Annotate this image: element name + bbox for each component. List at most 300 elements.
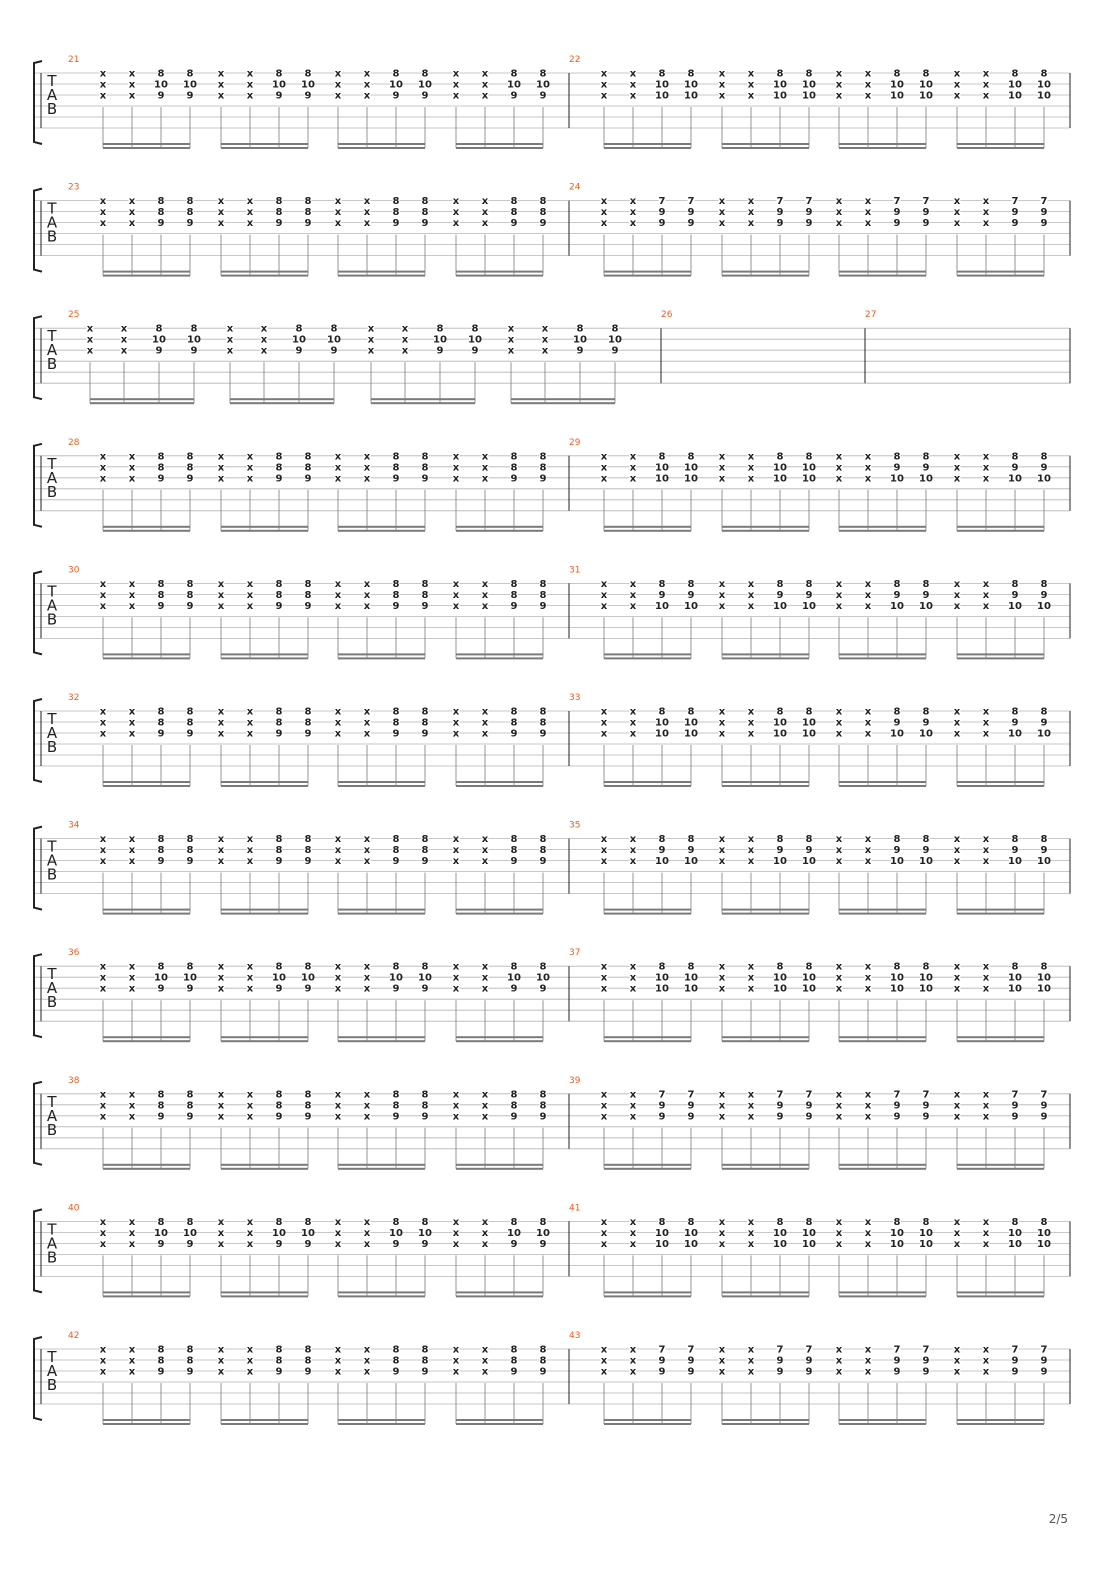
fret-number: 8 bbox=[186, 845, 194, 857]
fret-number: 9 bbox=[304, 856, 312, 868]
fret-number: 8 bbox=[157, 717, 165, 729]
fret-number: 9 bbox=[275, 856, 283, 868]
dead-note-mark: x bbox=[99, 834, 107, 846]
fret-number: 10 bbox=[536, 972, 550, 984]
dead-note-mark: x bbox=[363, 728, 371, 740]
beam bbox=[103, 1168, 190, 1170]
dead-note-mark: x bbox=[864, 845, 872, 857]
dead-note-mark: x bbox=[99, 706, 107, 718]
fret-number: 9 bbox=[510, 856, 518, 868]
dead-note-mark: x bbox=[99, 972, 107, 984]
fret-number: 8 bbox=[1040, 834, 1048, 846]
fret-number: 7 bbox=[922, 196, 930, 208]
dead-note-mark: x bbox=[367, 323, 375, 335]
dead-note-mark: x bbox=[835, 717, 843, 729]
fret-number: 9 bbox=[186, 728, 194, 740]
fret-number: 10 bbox=[468, 334, 482, 346]
fret-number: 8 bbox=[392, 834, 400, 846]
tab-clef-letter: B bbox=[46, 227, 58, 246]
beam bbox=[604, 1036, 691, 1038]
dead-note-mark: x bbox=[835, 90, 843, 102]
fret-number: 8 bbox=[392, 1100, 400, 1112]
beam bbox=[221, 1423, 308, 1425]
dead-note-mark: x bbox=[629, 451, 637, 463]
fret-number: 8 bbox=[421, 68, 429, 80]
fret-number: 8 bbox=[392, 1355, 400, 1367]
tab-clef-letter: T bbox=[47, 582, 57, 601]
fret-number: 9 bbox=[157, 218, 165, 230]
dead-note-mark: x bbox=[217, 90, 225, 102]
fret-number: 9 bbox=[421, 983, 429, 995]
fret-number: 10 bbox=[684, 1238, 698, 1250]
tab-clef-letter: B bbox=[46, 610, 58, 629]
fret-number: 8 bbox=[275, 207, 283, 219]
beam bbox=[839, 1036, 926, 1038]
dead-note-mark: x bbox=[246, 706, 254, 718]
fret-number: 10 bbox=[389, 79, 403, 91]
dead-note-mark: x bbox=[835, 1344, 843, 1356]
dead-note-mark: x bbox=[128, 1089, 136, 1101]
fret-number: 9 bbox=[1011, 1111, 1019, 1123]
dead-note-mark: x bbox=[452, 473, 460, 485]
dead-note-mark: x bbox=[747, 196, 755, 208]
fret-number: 9 bbox=[304, 600, 312, 612]
beam bbox=[221, 275, 308, 277]
tab-clef-letter: B bbox=[46, 738, 58, 756]
tab-clef-letter: B bbox=[46, 1376, 58, 1394]
fret-number: 7 bbox=[658, 1089, 666, 1101]
fret-number: 8 bbox=[304, 961, 312, 973]
beam bbox=[221, 657, 308, 659]
fret-number: 10 bbox=[1037, 728, 1051, 740]
dead-note-mark: x bbox=[541, 345, 549, 357]
fret-number: 8 bbox=[510, 578, 518, 590]
dead-note-mark: x bbox=[99, 1344, 107, 1356]
dead-note-mark: x bbox=[363, 90, 371, 102]
dead-note-mark: x bbox=[835, 706, 843, 718]
fret-number: 10 bbox=[1037, 600, 1051, 612]
fret-number: 9 bbox=[1040, 845, 1048, 857]
fret-number: 9 bbox=[922, 1366, 930, 1378]
fret-number: 8 bbox=[275, 451, 283, 463]
dead-note-mark: x bbox=[629, 1216, 637, 1228]
dead-note-mark: x bbox=[246, 1227, 254, 1239]
dead-note-mark: x bbox=[246, 845, 254, 857]
fret-number: 8 bbox=[392, 1344, 400, 1356]
fret-number: 8 bbox=[186, 589, 194, 601]
fret-number: 10 bbox=[890, 728, 904, 740]
fret-number: 8 bbox=[275, 1216, 283, 1228]
beam bbox=[722, 909, 809, 911]
fret-number: 9 bbox=[658, 1100, 666, 1112]
fret-number: 10 bbox=[773, 983, 787, 995]
fret-number: 8 bbox=[392, 462, 400, 474]
dead-note-mark: x bbox=[629, 1366, 637, 1378]
fret-number: 9 bbox=[304, 983, 312, 995]
dead-note-mark: x bbox=[363, 1366, 371, 1378]
fret-number: 10 bbox=[890, 856, 904, 868]
fret-number: 10 bbox=[272, 79, 286, 91]
fret-number: 9 bbox=[893, 462, 901, 474]
fret-number: 9 bbox=[922, 1100, 930, 1112]
fret-number: 9 bbox=[510, 218, 518, 230]
fret-number: 10 bbox=[154, 1227, 168, 1239]
dead-note-mark: x bbox=[363, 1238, 371, 1250]
dead-note-mark: x bbox=[128, 462, 136, 474]
fret-number: 8 bbox=[190, 323, 198, 335]
dead-note-mark: x bbox=[629, 79, 637, 91]
fret-number: 10 bbox=[802, 728, 816, 740]
dead-note-mark: x bbox=[334, 79, 342, 91]
fret-number: 8 bbox=[510, 1216, 518, 1228]
fret-number: 9 bbox=[611, 345, 619, 357]
fret-number: 9 bbox=[186, 1238, 194, 1250]
fret-number: 8 bbox=[687, 706, 695, 718]
dead-note-mark: x bbox=[481, 90, 489, 102]
fret-number: 9 bbox=[776, 1100, 784, 1112]
fret-number: 8 bbox=[893, 961, 901, 973]
beam bbox=[90, 398, 194, 400]
fret-number: 9 bbox=[275, 600, 283, 612]
fret-number: 9 bbox=[392, 600, 400, 612]
fret-number: 10 bbox=[773, 1238, 787, 1250]
dead-note-mark: x bbox=[835, 961, 843, 973]
dead-note-mark: x bbox=[718, 600, 726, 612]
tab-clef-letter: B bbox=[46, 865, 58, 884]
dead-note-mark: x bbox=[629, 1344, 637, 1356]
dead-note-mark: x bbox=[452, 845, 460, 857]
fret-number: 10 bbox=[1037, 972, 1051, 984]
dead-note-mark: x bbox=[226, 345, 234, 357]
fret-number: 7 bbox=[922, 1344, 930, 1356]
fret-number: 10 bbox=[655, 79, 669, 91]
fret-number: 10 bbox=[1037, 90, 1051, 102]
beam bbox=[456, 1419, 543, 1421]
dead-note-mark: x bbox=[864, 1344, 872, 1356]
fret-number: 8 bbox=[539, 706, 547, 718]
fret-number: 9 bbox=[893, 207, 901, 219]
fret-number: 8 bbox=[658, 578, 666, 590]
beam bbox=[456, 143, 543, 145]
dead-note-mark: x bbox=[953, 961, 961, 973]
beam bbox=[957, 1040, 1044, 1042]
fret-number: 10 bbox=[1008, 983, 1022, 995]
fret-number: 8 bbox=[275, 845, 283, 857]
fret-number: 8 bbox=[157, 706, 165, 718]
dead-note-mark: x bbox=[835, 578, 843, 590]
dead-note-mark: x bbox=[835, 473, 843, 485]
fret-number: 8 bbox=[157, 68, 165, 80]
fret-number: 8 bbox=[805, 706, 813, 718]
dead-note-mark: x bbox=[835, 983, 843, 995]
dead-note-mark: x bbox=[864, 1227, 872, 1239]
dead-note-mark: x bbox=[334, 68, 342, 80]
fret-number: 10 bbox=[684, 473, 698, 485]
dead-note-mark: x bbox=[835, 1216, 843, 1228]
beam bbox=[839, 657, 926, 659]
dead-note-mark: x bbox=[747, 600, 755, 612]
beam bbox=[103, 1291, 190, 1293]
fret-number: 8 bbox=[155, 323, 163, 335]
dead-note-mark: x bbox=[334, 717, 342, 729]
measure-number: 24 bbox=[569, 182, 581, 193]
fret-number: 8 bbox=[687, 1216, 695, 1228]
measure-number: 43 bbox=[569, 1331, 581, 1341]
fret-number: 9 bbox=[421, 856, 429, 868]
dead-note-mark: x bbox=[629, 473, 637, 485]
dead-note-mark: x bbox=[629, 600, 637, 612]
beam bbox=[456, 1164, 543, 1166]
beam bbox=[103, 1423, 190, 1425]
fret-number: 9 bbox=[893, 1111, 901, 1123]
fret-number: 9 bbox=[539, 600, 547, 612]
dead-note-mark: x bbox=[718, 1089, 726, 1101]
fret-number: 9 bbox=[1011, 845, 1019, 857]
fret-number: 8 bbox=[157, 578, 165, 590]
beam bbox=[338, 909, 425, 911]
fret-number: 10 bbox=[773, 79, 787, 91]
dead-note-mark: x bbox=[128, 218, 136, 230]
fret-number: 8 bbox=[186, 1089, 194, 1101]
dead-note-mark: x bbox=[747, 1111, 755, 1123]
fret-number: 9 bbox=[186, 1111, 194, 1123]
fret-number: 9 bbox=[421, 1238, 429, 1250]
fret-number: 10 bbox=[536, 79, 550, 91]
fret-number: 10 bbox=[890, 90, 904, 102]
fret-number: 8 bbox=[776, 961, 784, 973]
beam bbox=[839, 909, 926, 911]
beam bbox=[456, 909, 543, 911]
fret-number: 9 bbox=[1011, 717, 1019, 729]
dead-note-mark: x bbox=[334, 728, 342, 740]
dead-note-mark: x bbox=[99, 983, 107, 995]
beam bbox=[839, 1164, 926, 1166]
fret-number: 8 bbox=[893, 834, 901, 846]
beam bbox=[722, 1423, 809, 1425]
fret-number: 10 bbox=[802, 983, 816, 995]
fret-number: 9 bbox=[186, 600, 194, 612]
beam bbox=[839, 1423, 926, 1425]
dead-note-mark: x bbox=[953, 207, 961, 219]
fret-number: 8 bbox=[157, 961, 165, 973]
beam bbox=[839, 1040, 926, 1042]
beam bbox=[103, 1295, 190, 1297]
dead-note-mark: x bbox=[718, 218, 726, 230]
dead-note-mark: x bbox=[953, 462, 961, 474]
dead-note-mark: x bbox=[953, 79, 961, 91]
fret-number: 10 bbox=[327, 334, 341, 346]
beam bbox=[103, 530, 190, 532]
dead-note-mark: x bbox=[452, 728, 460, 740]
fret-number: 8 bbox=[304, 706, 312, 718]
fret-number: 7 bbox=[1011, 1344, 1019, 1356]
fret-number: 8 bbox=[186, 451, 194, 463]
dead-note-mark: x bbox=[363, 1355, 371, 1367]
fret-number: 7 bbox=[805, 1089, 813, 1101]
fret-number: 9 bbox=[392, 983, 400, 995]
dead-note-mark: x bbox=[401, 345, 409, 357]
beam bbox=[604, 1291, 691, 1293]
fret-number: 10 bbox=[919, 90, 933, 102]
fret-number: 8 bbox=[392, 589, 400, 601]
dead-note-mark: x bbox=[481, 451, 489, 463]
fret-number: 8 bbox=[658, 706, 666, 718]
beam bbox=[722, 785, 809, 787]
dead-note-mark: x bbox=[718, 1238, 726, 1250]
fret-number: 10 bbox=[655, 856, 669, 868]
fret-number: 9 bbox=[539, 473, 547, 485]
dead-note-mark: x bbox=[452, 1111, 460, 1123]
dead-note-mark: x bbox=[982, 717, 990, 729]
beam bbox=[103, 657, 190, 659]
beam bbox=[221, 271, 308, 273]
dead-note-mark: x bbox=[600, 68, 608, 80]
beam bbox=[338, 781, 425, 783]
fret-number: 9 bbox=[392, 473, 400, 485]
fret-number: 8 bbox=[893, 706, 901, 718]
fret-number: 10 bbox=[802, 972, 816, 984]
dead-note-mark: x bbox=[334, 1344, 342, 1356]
dead-note-mark: x bbox=[246, 207, 254, 219]
beam bbox=[839, 1291, 926, 1293]
fret-number: 9 bbox=[805, 1111, 813, 1123]
fret-number: 9 bbox=[922, 1355, 930, 1367]
fret-number: 10 bbox=[418, 79, 432, 91]
dead-note-mark: x bbox=[99, 473, 107, 485]
dead-note-mark: x bbox=[718, 68, 726, 80]
fret-number: 8 bbox=[186, 196, 194, 208]
dead-note-mark: x bbox=[481, 1216, 489, 1228]
fret-number: 10 bbox=[802, 90, 816, 102]
dead-note-mark: x bbox=[600, 834, 608, 846]
beam bbox=[103, 1164, 190, 1166]
fret-number: 9 bbox=[304, 218, 312, 230]
dead-note-mark: x bbox=[718, 728, 726, 740]
fret-number: 9 bbox=[776, 207, 784, 219]
beam bbox=[957, 1295, 1044, 1297]
dead-note-mark: x bbox=[747, 1355, 755, 1367]
fret-number: 8 bbox=[1011, 961, 1019, 973]
dead-note-mark: x bbox=[86, 334, 94, 346]
fret-number: 8 bbox=[510, 68, 518, 80]
dead-note-mark: x bbox=[334, 600, 342, 612]
fret-number: 9 bbox=[1040, 207, 1048, 219]
dead-note-mark: x bbox=[953, 1216, 961, 1228]
fret-number: 9 bbox=[275, 728, 283, 740]
beam bbox=[604, 275, 691, 277]
fret-number: 8 bbox=[304, 207, 312, 219]
dead-note-mark: x bbox=[334, 972, 342, 984]
dead-note-mark: x bbox=[718, 451, 726, 463]
fret-number: 10 bbox=[1008, 90, 1022, 102]
dead-note-mark: x bbox=[982, 218, 990, 230]
fret-number: 8 bbox=[392, 961, 400, 973]
measure-number: 40 bbox=[68, 1203, 80, 1214]
dead-note-mark: x bbox=[864, 856, 872, 868]
dead-note-mark: x bbox=[99, 1100, 107, 1112]
fret-number: 8 bbox=[658, 68, 666, 80]
dead-note-mark: x bbox=[452, 578, 460, 590]
dead-note-mark: x bbox=[246, 589, 254, 601]
fret-number: 8 bbox=[510, 207, 518, 219]
fret-number: 8 bbox=[510, 1100, 518, 1112]
dead-note-mark: x bbox=[128, 706, 136, 718]
fret-number: 9 bbox=[421, 473, 429, 485]
fret-number: 9 bbox=[392, 1366, 400, 1378]
dead-note-mark: x bbox=[128, 1344, 136, 1356]
fret-number: 9 bbox=[186, 473, 194, 485]
fret-number: 9 bbox=[304, 1366, 312, 1378]
dead-note-mark: x bbox=[835, 589, 843, 601]
dead-note-mark: x bbox=[953, 196, 961, 208]
fret-number: 8 bbox=[304, 845, 312, 857]
dead-note-mark: x bbox=[747, 1366, 755, 1378]
dead-note-mark: x bbox=[982, 68, 990, 80]
fret-number: 7 bbox=[1011, 1089, 1019, 1101]
dead-note-mark: x bbox=[481, 845, 489, 857]
fret-number: 8 bbox=[421, 845, 429, 857]
beam bbox=[604, 271, 691, 273]
dead-note-mark: x bbox=[246, 856, 254, 868]
fret-number: 9 bbox=[687, 1366, 695, 1378]
dead-note-mark: x bbox=[334, 473, 342, 485]
beam bbox=[456, 1040, 543, 1042]
dead-note-mark: x bbox=[452, 717, 460, 729]
beam bbox=[221, 1036, 308, 1038]
dead-note-mark: x bbox=[99, 207, 107, 219]
dead-note-mark: x bbox=[260, 334, 268, 346]
dead-note-mark: x bbox=[835, 218, 843, 230]
fret-number: 9 bbox=[922, 207, 930, 219]
beam bbox=[839, 143, 926, 145]
fret-number: 9 bbox=[157, 1238, 165, 1250]
dead-note-mark: x bbox=[982, 728, 990, 740]
fret-number: 8 bbox=[392, 717, 400, 729]
beam bbox=[456, 653, 543, 655]
fret-number: 8 bbox=[776, 834, 784, 846]
beam bbox=[957, 1291, 1044, 1293]
dead-note-mark: x bbox=[864, 717, 872, 729]
fret-number: 8 bbox=[687, 451, 695, 463]
beam bbox=[839, 1419, 926, 1421]
fret-number: 10 bbox=[389, 1227, 403, 1239]
beam bbox=[957, 1419, 1044, 1421]
dead-note-mark: x bbox=[363, 856, 371, 868]
dead-note-mark: x bbox=[718, 589, 726, 601]
fret-number: 10 bbox=[890, 983, 904, 995]
fret-number: 9 bbox=[1011, 1366, 1019, 1378]
beam bbox=[957, 1164, 1044, 1166]
fret-number: 10 bbox=[1037, 79, 1051, 91]
beam bbox=[456, 1423, 543, 1425]
fret-number: 8 bbox=[186, 717, 194, 729]
beam bbox=[221, 1291, 308, 1293]
beam bbox=[511, 402, 615, 404]
dead-note-mark: x bbox=[982, 1089, 990, 1101]
dead-note-mark: x bbox=[452, 983, 460, 995]
dead-note-mark: x bbox=[128, 972, 136, 984]
dead-note-mark: x bbox=[953, 834, 961, 846]
dead-note-mark: x bbox=[481, 856, 489, 868]
dead-note-mark: x bbox=[864, 961, 872, 973]
dead-note-mark: x bbox=[452, 79, 460, 91]
dead-note-mark: x bbox=[629, 1227, 637, 1239]
beam bbox=[957, 781, 1044, 783]
dead-note-mark: x bbox=[452, 1089, 460, 1101]
dead-note-mark: x bbox=[629, 207, 637, 219]
beam bbox=[103, 1036, 190, 1038]
beam bbox=[221, 909, 308, 911]
